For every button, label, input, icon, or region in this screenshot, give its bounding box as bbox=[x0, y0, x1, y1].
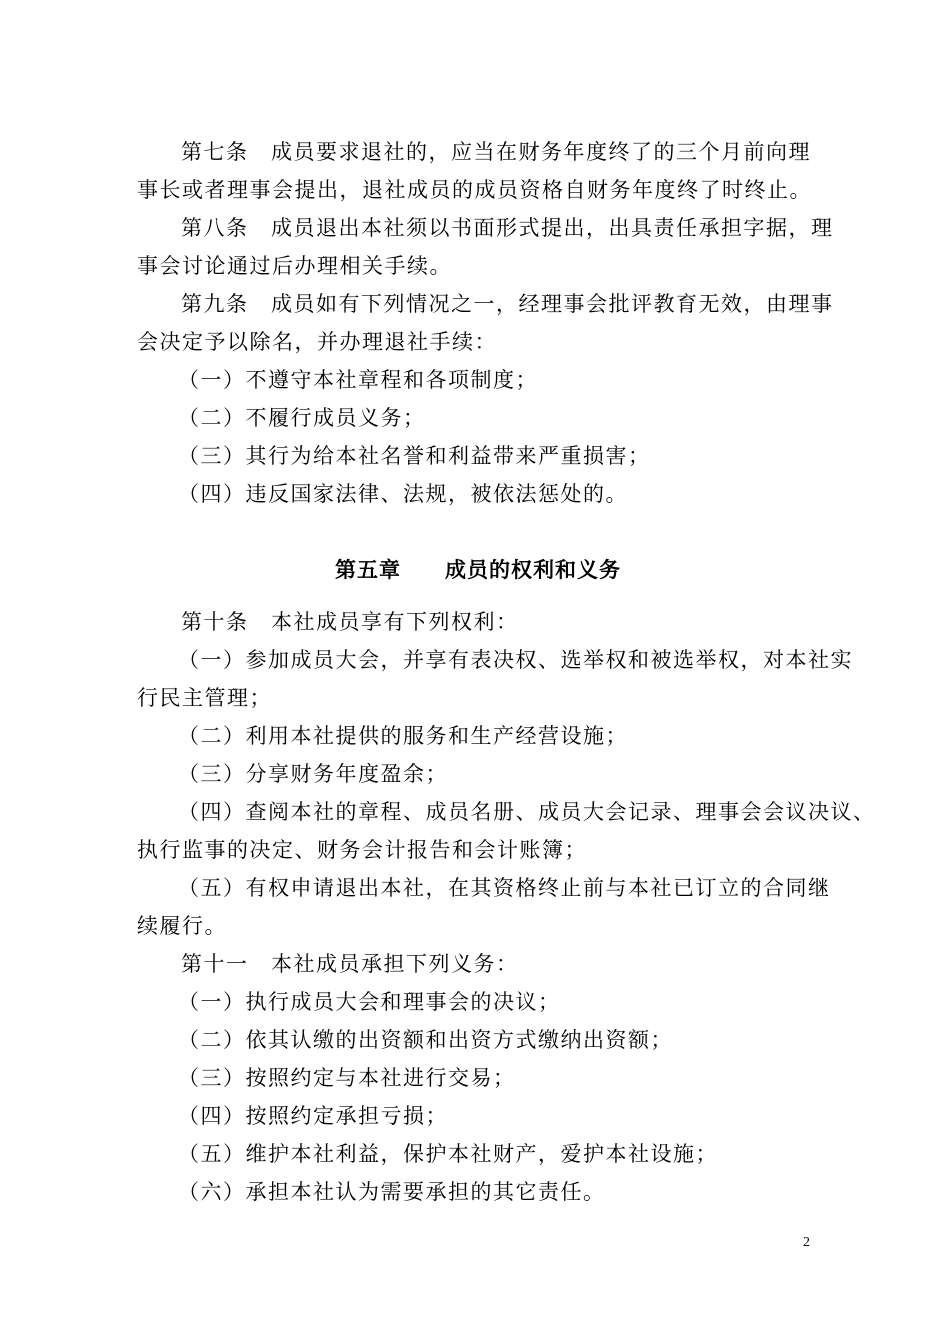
article-11-line-1: 第十一 本社成员承担下列义务： bbox=[181, 952, 519, 976]
article-9-item-2: （二）不履行成员义务； bbox=[178, 406, 426, 430]
article-10-item-4-line-1: （四）查阅本社的章程、成员名册、成员大会记录、理事会会议决议、 bbox=[178, 800, 876, 824]
article-10-item-1-line-1: （一）参加成员大会，并享有表决权、选举权和被选举权，对本社实 bbox=[178, 648, 853, 672]
article-11-item-6: （六）承担本社认为需要承担的其它责任。 bbox=[178, 1180, 606, 1204]
article-11-item-1: （一）执行成员大会和理事会的决议； bbox=[178, 990, 561, 1014]
article-9-line-2: 会决定予以除名，并办理退社手续： bbox=[137, 330, 497, 354]
article-11-item-4: （四）按照约定承担亏损； bbox=[178, 1104, 448, 1128]
article-9-item-3: （三）其行为给本社名誉和利益带来严重损害； bbox=[178, 444, 651, 468]
article-10-item-5-line-2: 续履行。 bbox=[137, 914, 227, 938]
article-11-item-3: （三）按照约定与本社进行交易； bbox=[178, 1066, 516, 1090]
article-7-line-2: 事长或者理事会提出，退社成员的成员资格自财务年度终了时终止。 bbox=[137, 178, 812, 202]
article-7-line-1: 第七条 成员要求退社的，应当在财务年度终了的三个月前向理 bbox=[181, 140, 811, 164]
article-10-item-4-line-2: 执行监事的决定、财务会计报告和会计账簿； bbox=[137, 838, 587, 862]
article-8-line-2: 事会讨论通过后办理相关手续。 bbox=[137, 254, 452, 278]
page-number: 2 bbox=[803, 1235, 810, 1250]
chapter-heading: 第五章 成员的权利和义务 bbox=[335, 557, 621, 582]
article-10-line-1: 第十条 本社成员享有下列权利： bbox=[181, 610, 519, 634]
article-9-item-1: （一）不遵守本社章程和各项制度； bbox=[178, 368, 538, 392]
article-10-item-2: （二）利用本社提供的服务和生产经营设施； bbox=[178, 724, 628, 748]
article-8-line-1: 第八条 成员退出本社须以书面形式提出，出具责任承担字据，理 bbox=[181, 216, 834, 240]
article-11-item-5: （五）维护本社利益，保护本社财产，爱护本社设施； bbox=[178, 1142, 718, 1166]
article-10-item-5-line-1: （五）有权申请退出本社，在其资格终止前与本社已订立的合同继 bbox=[178, 876, 831, 900]
article-11-item-2: （二）依其认缴的出资额和出资方式缴纳出资额； bbox=[178, 1028, 673, 1052]
article-9-line-1: 第九条 成员如有下列情况之一，经理事会批评教育无效，由理事 bbox=[181, 292, 834, 316]
article-9-item-4: （四）违反国家法律、法规，被依法惩处的。 bbox=[178, 482, 628, 506]
article-10-item-3: （三）分享财务年度盈余； bbox=[178, 762, 448, 786]
article-10-item-1-line-2: 行民主管理； bbox=[137, 686, 272, 710]
